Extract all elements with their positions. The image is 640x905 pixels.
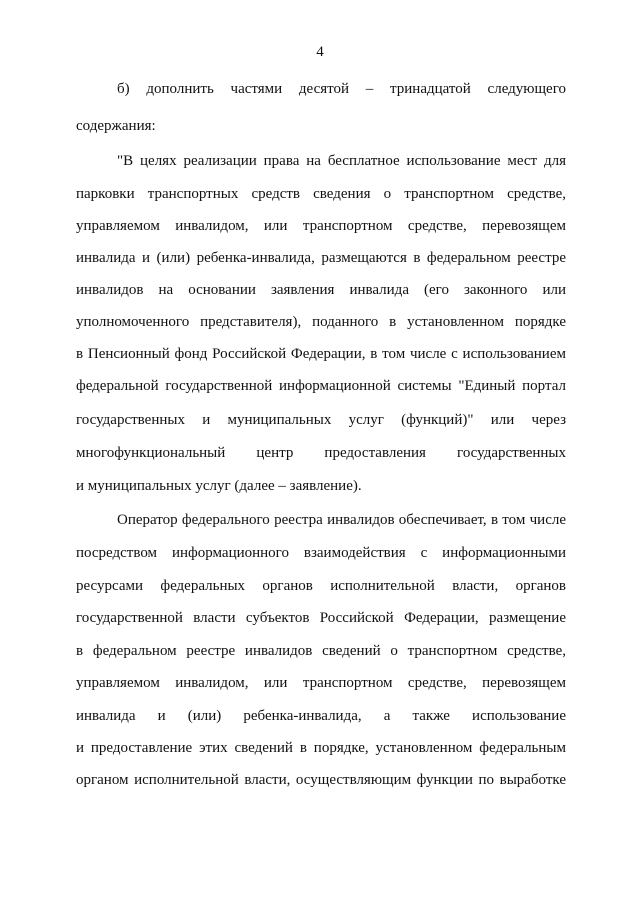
paragraph-1-line-2: содержания: xyxy=(76,118,156,134)
paragraph-3-line-3: ресурсами федеральных органов исполнительной власти, органов xyxy=(76,578,566,594)
page-number: 4 xyxy=(316,44,324,60)
paragraph-3-line-4: государственной власти субъектов Российской Федерации, размещение xyxy=(76,610,566,626)
paragraph-2-line-9: государственных и муниципальных услуг (функций)" или через xyxy=(76,412,566,428)
paragraph-3-line-8: и предоставление этих сведений в порядке, установленном федеральным xyxy=(76,740,566,756)
paragraph-3-line-7: инвалида и (или) ребенка-инвалида, а также использование xyxy=(76,708,566,724)
paragraph-1-line-1: б) дополнить частями десятой – тринадцатой следующего xyxy=(117,81,566,97)
paragraph-2-line-8: федеральной государственной информационной системы "Единый портал xyxy=(76,378,566,394)
paragraph-3-line-9: органом исполнительной власти, осуществляющим функции по выработке xyxy=(76,772,566,788)
paragraph-3-line-1: Оператор федерального реестра инвалидов обеспечивает, в том числе xyxy=(117,512,566,528)
paragraph-2-line-10: многофункциональный центр предоставления государственных xyxy=(76,445,566,461)
paragraph-3-line-6: управляемом инвалидом, или транспортном средстве, перевозящем xyxy=(76,675,566,691)
paragraph-2-line-7: в Пенсионный фонд Российской Федерации, в том числе с использованием xyxy=(76,346,566,362)
paragraph-2-line-1: "В целях реализации права на бесплатное использование мест для xyxy=(117,153,566,169)
paragraph-2-line-6: уполномоченного представителя), поданного в установленном порядке xyxy=(76,314,566,330)
paragraph-2-line-3: управляемом инвалидом, или транспортном средстве, перевозящем xyxy=(76,218,566,234)
paragraph-2-line-11: и муниципальных услуг (далее – заявление). xyxy=(76,478,362,494)
paragraph-2-line-2: парковки транспортных средств сведения о транспортном средстве, xyxy=(76,186,566,202)
paragraph-3-line-2: посредством информационного взаимодействия с информационными xyxy=(76,545,566,561)
paragraph-3-line-5: в федеральном реестре инвалидов сведений о транспортном средстве, xyxy=(76,643,566,659)
paragraph-2-line-4: инвалида и (или) ребенка-инвалида, размещаются в федеральном реестре xyxy=(76,250,566,266)
paragraph-2-line-5: инвалидов на основании заявления инвалида (его законного или xyxy=(76,282,566,298)
